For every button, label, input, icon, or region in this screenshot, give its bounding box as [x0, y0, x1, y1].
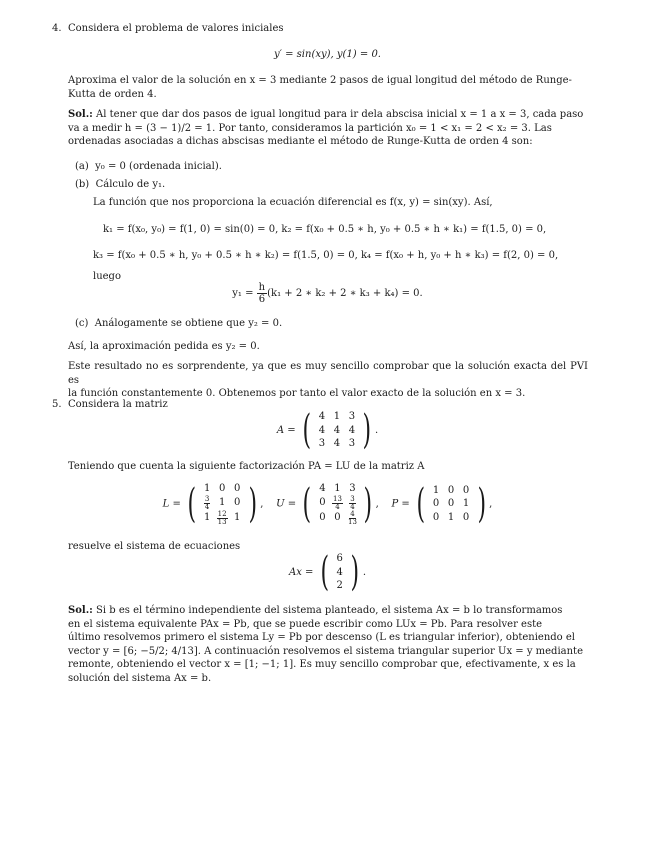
- matrix-L: 1 0 0 $\frac{3}{4}$ 1 0 1 $\frac{12}{13}$ 1: [203, 483, 241, 526]
- problem-5-number: 5.: [52, 399, 62, 410]
- luego-text: luego: [93, 271, 121, 282]
- matrix-A-equation: A = ( 4 1 3 4 4 4 3 4 3 ) .: [276, 407, 379, 454]
- system-text: resuelve el sistema de ecuaciones: [68, 541, 241, 552]
- remark-paragraph: Este resultado no es sorprendente, ya que es muy sencillo comprobar que la solución exacta del PVI es la función constantemente 0. Obtenemos por tanto el valor exacto de la solución en x = 3.: [68, 361, 588, 399]
- matrix-U: 4 1 3 0 $\frac{13}{4}$ $\frac{3}{4}$ 0 0 $\frac{4}{13}$: [319, 483, 357, 526]
- problem-4-solution-intro: Sol.: Al tener que dar dos pasos de igual longitud para ir dela abscisa inicial x = 1 a x = 3, cada paso va a medir h = (3 − 1)/2 = 1. Por tanto, consideramos la partición x₀ = 1 < x₁ = 2 < x₂ = 3. Las ordenadas asociadas a dichas abscisas mediante el método de Runge-Kutta de orden 4 son:: [68, 109, 584, 147]
- problem-4-number: 4.: [52, 23, 62, 34]
- problem-5-solution: Sol.: Si b es el término independiente del sistema planteado, el sistema Ax = b lo transformamos en el sistema equivalente PAx = Pb, que se puede escribir como LUx = Pb. Para resolver este último resolvemos primero el sistema Ly = Pb por descenso (L es triangular inferior), obteniendo el vector y = [6; −5/2; 4/13]. A continuación resolvemos el sistema triangular superior Ux = y mediante remonte, obteniendo el vector x = [1; −1; 1]. Es muy sencillo comprobar que, efectivamente, x es la solución del sistema Ax = b.: [68, 605, 583, 684]
- function-text: La función que nos proporciona la ecuación diferencial es f(x, y) = sin(xy). Así,: [93, 197, 493, 208]
- item-a: (a) y₀ = 0 (ordenada inicial).: [75, 161, 222, 172]
- y1-equation: y₁ = $\frac{h}{6}$ (k₁ + 2 ∗ k₂ + 2 ∗ k₃ + k₄) = 0.: [232, 282, 423, 305]
- k1-k2-equation: k₁ = f(x₀, y₀) = f(1, 0) = sin(0) = 0, k₂ = f(x₀ + 0.5 ∗ h, y₀ + 0.5 ∗ h ∗ k₁) = f(1.5, 0) = 0,: [103, 224, 547, 235]
- matrix-P: 1 0 0 0 0 1 0 1 0: [432, 484, 470, 523]
- matrix-A: 4 1 3 4 4 4 3 4 3: [318, 411, 356, 449]
- vector-b: 6 4 2: [336, 553, 343, 591]
- problem-4-task: Aproxima el valor de la solución en x = 3 mediante 2 pasos de igual longitud del método de Runge- Kutta de orden 4.: [68, 75, 572, 100]
- ode-equation: y′ = sin(xy), y(1) = 0.: [274, 49, 381, 60]
- system-equation: Ax = ( 6 4 2 ) .: [288, 549, 366, 596]
- factorization-text: Teniendo que cuenta la siguiente factorización PA = LU de la matriz A: [68, 461, 425, 472]
- item-b: (b) Cálculo de y₁.: [75, 179, 166, 190]
- problem-4-statement: Considera el problema de valores iniciales: [68, 23, 284, 34]
- LU-P-matrices: L = ( 1 0 0 $\frac{3}{4}$ 1 0 1 $\frac{12}{13}$ 1 ) , U = ( 4 1 3 0 $\frac{13}{4}$ $\frac{3}{4}$ 0 0 $\frac{4}{13}$ ) , P = ( 1 0 0 0 0 1 0 1 0 ) ,: [162, 480, 493, 527]
- problem-5-statement: Considera la matriz: [68, 399, 168, 410]
- k3-k4-equation: k₃ = f(x₀ + 0.5 ∗ h, y₀ + 0.5 ∗ h ∗ k₂) = f(1.5, 0) = 0, k₄ = f(x₀ + h, y₀ + h ∗ k₃) = f(2, 0) = 0,: [93, 250, 559, 261]
- approximation-result: Así, la aproximación pedida es y₂ = 0.: [68, 341, 260, 352]
- item-c: (c) Análogamente se obtiene que y₂ = 0.: [75, 318, 283, 329]
